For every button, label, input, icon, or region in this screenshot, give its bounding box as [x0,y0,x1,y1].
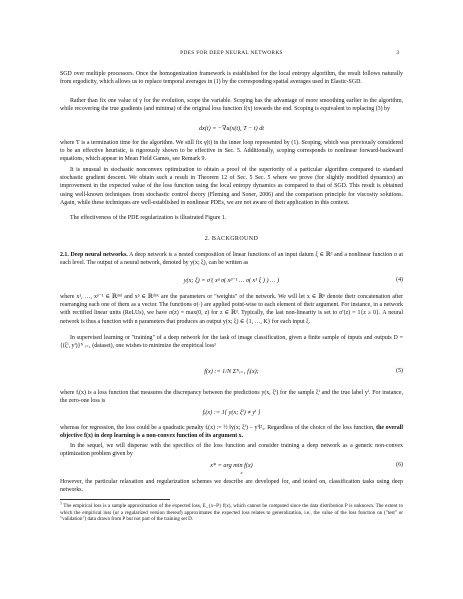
footnote [60,500,403,523]
argmin-subscript: x [240,470,243,475]
subsection-heading: 2.1. Deep neural networks. [60,252,128,258]
paragraph: SGD over multiple processors. Once the homogenization framework is established for the local entropy algorithm, the result follows naturally from ergodicity, which allows us to replace temporal averages in (1) by the corresponding spatial averages used in Elastic-SGD. [60,71,403,86]
equation-number: (4) [396,277,403,283]
paragraph: In the sequel, we will dispense with the specifics of the loss function and consider training a deep network as a generic non-convex optimization problem given by [60,443,403,458]
paragraph: However, the particular relaxation and regularization schemes we describe are developed for, and tested on, classification tasks using deep networks. [60,479,403,494]
paragraph: where x¹, …, xᵖ⁻¹ ∈ ℝᵈˣᵈ and xᵖ ∈ ℝᵈˣᴷ are the parameters or "weights" of the network. We will let x ∈ ℝⁿ denote their concatenation after rearranging each one of them as a vector. The functions σ(·) are applied point-wise to each element of their argument. For instance, in a network with rectified linear units (ReLUs), we have σ(z) = max(0, z) for z ∈ ℝᵈ. Typically, the last non-linearity is set to σ′(z) = 1{z ≥ 0}. A neural network is thus a function with n parameters that produces an output y(x; ξ) ∈ {1, …, K} for each input ξ. [60,294,403,325]
paragraph [60,424,403,440]
footnote-rule [60,499,170,500]
paragraph: In supervised learning or "training" of a deep network for the task of image classification, given a finite sample of inputs and outputs D = {(ξⁱ, yⁱ)}ᴺ ᵢ₌₁ (dataset), one wishes to minimize the empirical loss¹ [60,335,403,350]
equation-scoping: dx(t) = −∇u(x(t), T − t) dt [198,125,265,132]
equation-number: (5) [396,368,403,374]
equation-argmin [60,462,403,469]
argmin-expression: x* = arg min f(x) [210,462,253,469]
paragraph-text: A deep network is a nested composition of linear functions of an input datum ξ ∈ ℝᵈ and a nonlinear function σ at each level. The output of a neural network, denoted by y(x; ξ), can be written as [60,252,403,267]
paragraph-text: whereas for regression, the loss could be a quadratic penalty fᵢ(x) := ½ ‖y(x; ξⁱ) − yⁱ‖²₂. Regardless of the choice of the loss function, [60,425,377,431]
section-heading: 2. BACKGROUND [204,236,259,242]
footnote-mark: 1 [60,500,62,506]
footnote-text: The empirical loss is a sample approximation of the expected loss, E_{x~P} f(x), which cannot be computed since the data distribution P is unknown. The extent to which the empirical loss (or a regularized version thereof) approximates the expected loss relates to generalization, i.e., the value of the loss function on ("test" or "validation") data drawn from P but not part of the training set D. [60,503,403,523]
running-header: PDES FOR DEEP NEURAL NETWORKS [180,50,283,56]
paragraph: where T is a termination time for the algorithm. We still fix γ(t) in the inner loop represented by (1). Scoping, which was previously considered to be an effective heuristic, is rigorously shown to be effective in Sec. 5. Additionally, scoping corresponds to nonlinear forward-backward equations, which appear in Mean Field Games, see Remark 9. [60,140,403,163]
paragraph: It is unusual in stochastic nonconvex optimization to obtain a proof of the superiority of a particular algorithm compared to standard stochastic gradient descent. We obtain such a result in Theorem 12 of Sec. 5 Sec. 5 where we prove (for slightly modified dynamics) an improvement in the expected value of the loss function using the local entropy dynamics as compared to that of SGD. This result is obtained using well-known techniques from stochastic control theory (Fleming and Soner, 2006) and the comparison principle for viscosity solutions. Again, while these techniques are well-established in nonlinear PDEs, we are not aware of their application in this context. [60,167,403,206]
emphasized-statement: the overall objective f(x) in deep learning is a non-convex function of its argument x. [60,425,403,440]
equation-loss: f(x) := 1/N Σᴺᵢ₌₁ fᵢ(x); [204,368,259,375]
paragraph: The effectiveness of the PDE regularization is illustrated Figure 1. [70,215,227,221]
equation-zero-one: fᵢ(x) := 1{ y(x; ξⁱ) ≠ yⁱ } [202,409,261,416]
paragraph: Rather than fix one value of γ for the evolution, scope the variable. Scoping has the advantage of more smoothing earlier in the algorithm, while recovering the true gradients (and minima) of the original loss function f(x) towards the end. Scoping is equivalent to replacing (3) by [60,98,403,113]
paragraph: where fᵢ(x) is a loss function that measures the discrepancy between the predictions y(x, ξⁱ) for the sample ξⁱ and the true label yⁱ. For instance, the zero-one loss is [60,390,403,405]
paragraph [60,251,403,267]
page-number: 3 [396,50,399,56]
equation-number: (6) [396,462,403,468]
equation-network: y(x; ξ) = σ′( xᵖ σ( xᵖ⁻¹ … σ( x¹ ξ ) ) … ) [183,277,280,284]
